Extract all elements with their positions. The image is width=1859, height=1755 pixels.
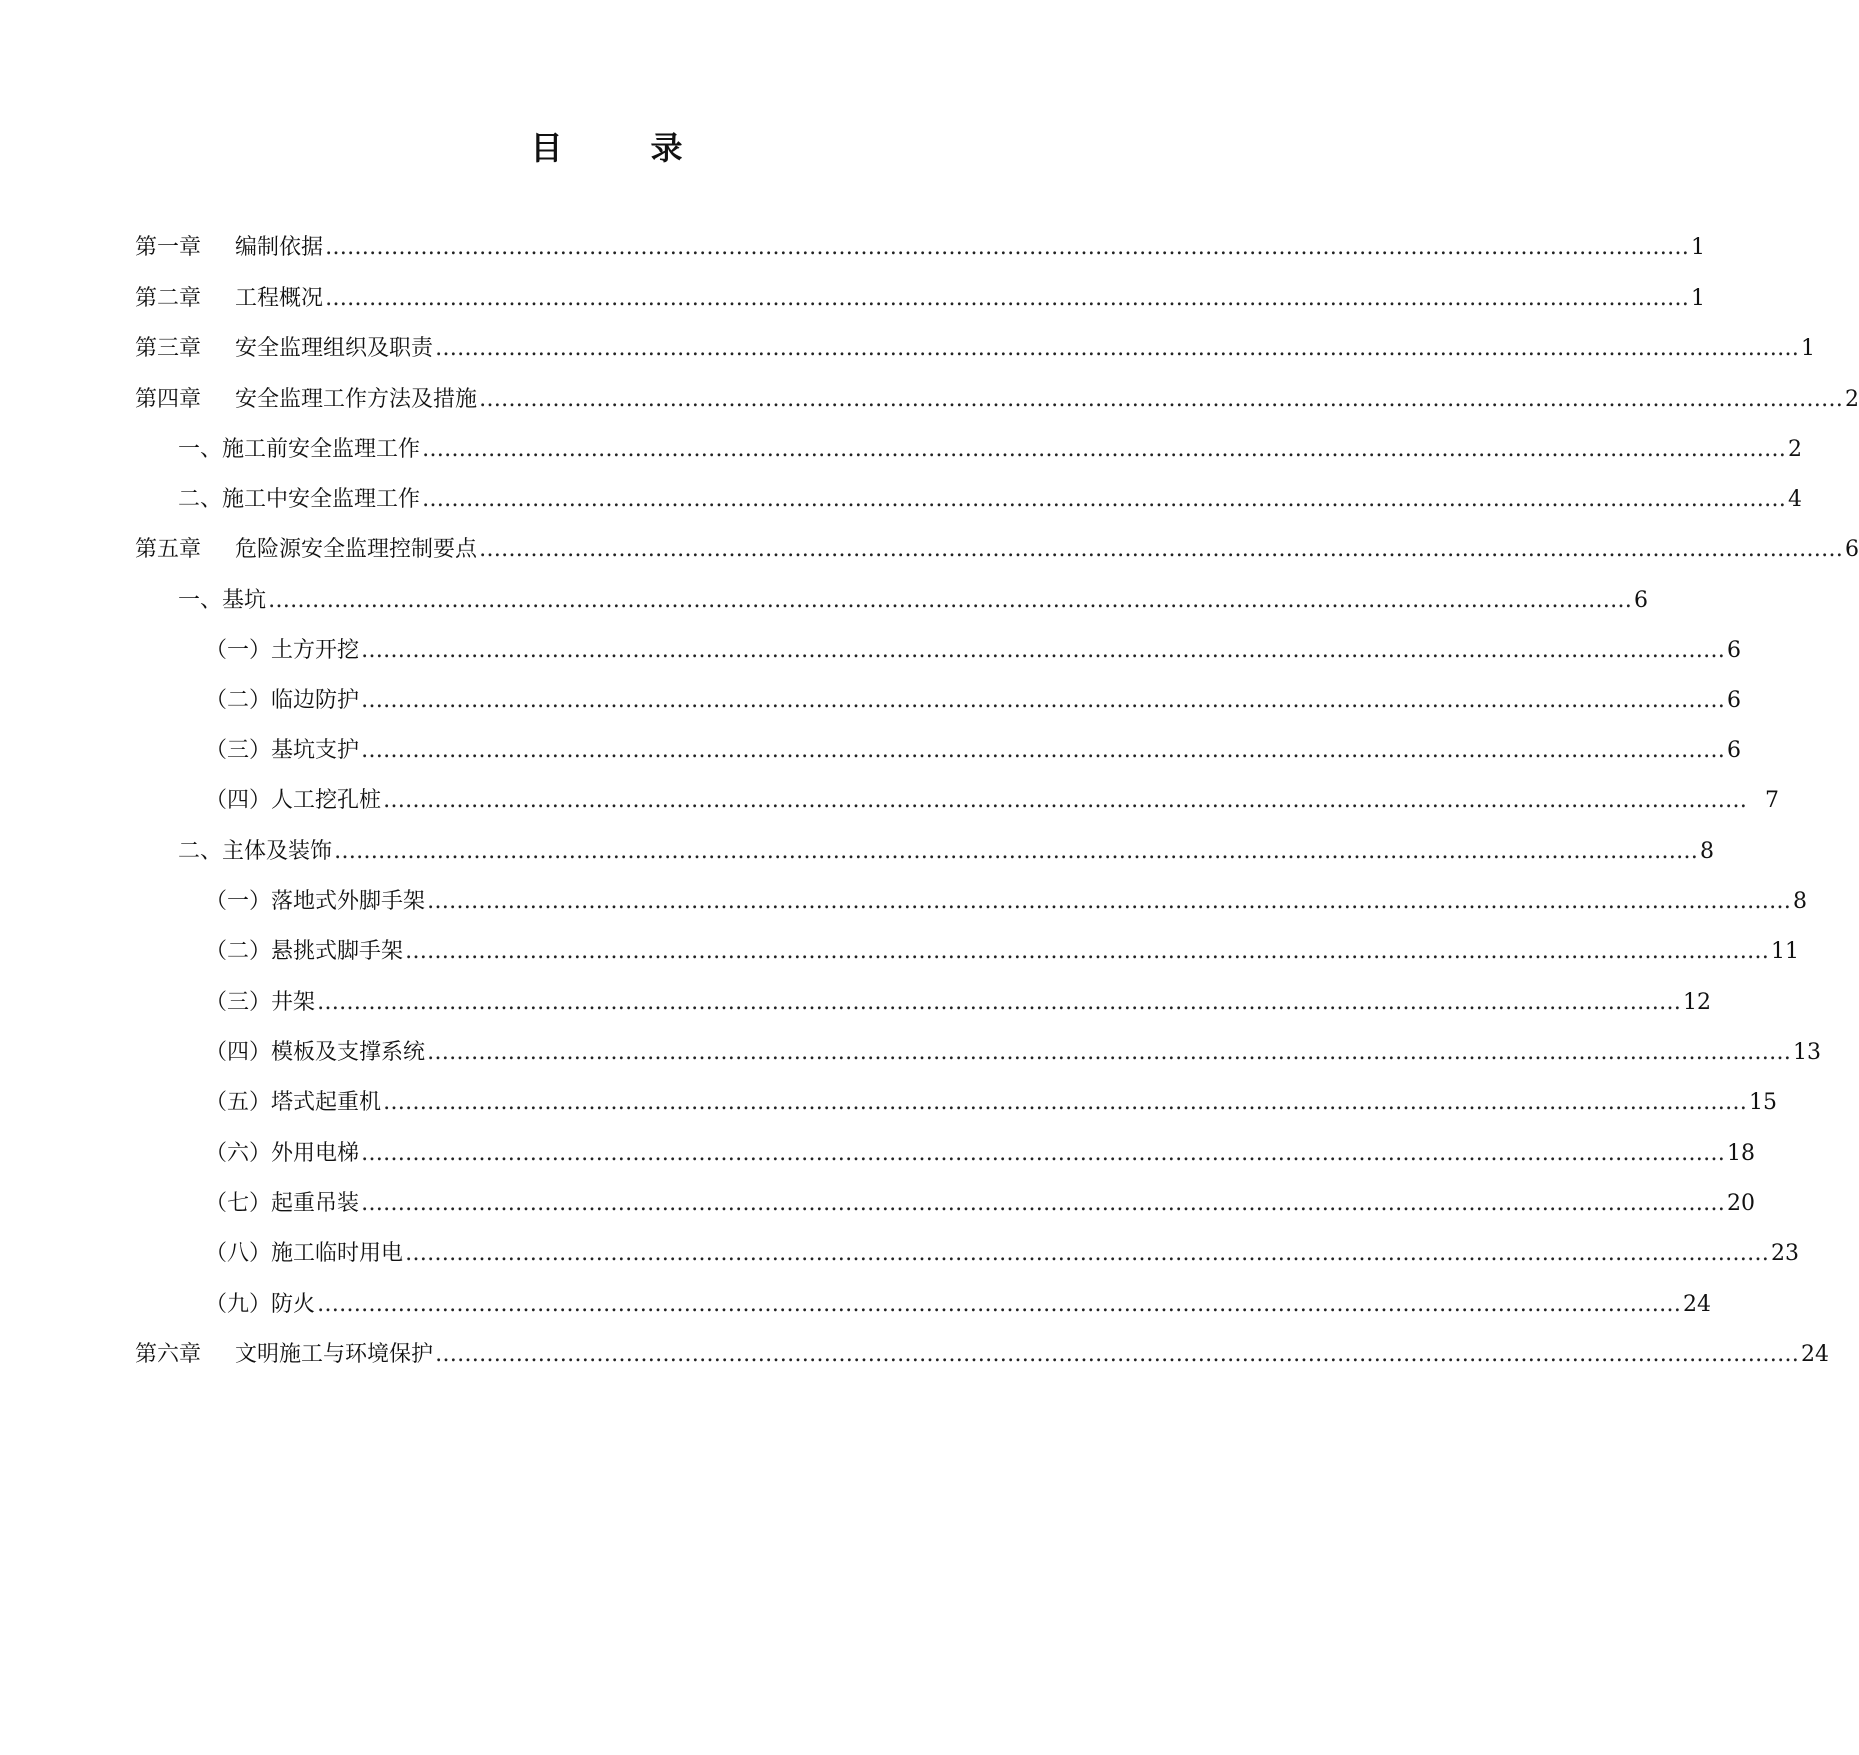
subsection-title: （七）起重吊装 (205, 1191, 360, 1216)
chapter-title: 文明施工与环境保护 (235, 1342, 434, 1367)
toc-entry[interactable] (205, 884, 1808, 920)
dot-leader: …………………………………………………………………………………………………………………………………………………………………… (317, 1292, 1682, 1317)
toc-entry[interactable] (135, 230, 1706, 266)
page-number: 7 (1765, 788, 1780, 813)
toc-entry[interactable] (135, 281, 1706, 317)
toc-entry[interactable] (205, 985, 1712, 1021)
page-number: 2 (1788, 437, 1803, 462)
dot-leader: …………………………………………………………………………………………………………………………………………………………………… (405, 939, 1770, 964)
section-title: 二、主体及装饰 (178, 839, 333, 864)
toc-entry[interactable] (178, 834, 1715, 870)
dot-leader: …………………………………………………………………………………………………………………………………………………………………… (422, 487, 1787, 512)
page-number: 12 (1683, 990, 1712, 1015)
toc-entry-label (135, 1337, 433, 1373)
chapter-title: 工程概况 (235, 286, 324, 311)
page-number: 13 (1793, 1040, 1822, 1065)
chapter-title: 危险源安全监理控制要点 (235, 537, 478, 562)
dot-leader: …………………………………………………………………………………………………………………………………………………………………… (479, 537, 1844, 562)
subsection-title: （四）人工挖孔桩 (205, 788, 382, 813)
page-number: 6 (1845, 537, 1859, 562)
page-number: 15 (1749, 1090, 1778, 1115)
section-title: 一、施工前安全监理工作 (178, 437, 421, 462)
chapter-title: 编制依据 (235, 235, 324, 260)
toc-entry-label (135, 230, 323, 266)
dot-leader: …………………………………………………………………………………………………………………………………………………………………… (361, 1141, 1726, 1166)
toc-entry[interactable] (178, 432, 1803, 468)
toc-entry[interactable] (205, 633, 1742, 669)
toc-entry[interactable] (205, 1236, 1800, 1272)
section-title: 一、基坑 (178, 588, 267, 613)
toc-entry-label (135, 331, 433, 367)
page-number: 1 (1801, 336, 1816, 361)
chapter-number: 第六章 (135, 1342, 202, 1367)
chapter-number: 第二章 (135, 286, 202, 311)
toc-entry[interactable] (135, 382, 1859, 418)
page-number: 24 (1683, 1292, 1712, 1317)
subsection-title: （五）塔式起重机 (205, 1090, 382, 1115)
page-number: 1 (1691, 286, 1706, 311)
toc-entry-label (135, 532, 477, 568)
chapter-number: 第三章 (135, 336, 202, 361)
toc-entry[interactable] (135, 1337, 1830, 1373)
toc-entry[interactable] (205, 934, 1800, 970)
subsection-title: （四）模板及支撑系统 (205, 1040, 426, 1065)
page-number: 6 (1634, 588, 1649, 613)
dot-leader: …………………………………………………………………………………………………………………………………………………………………… (361, 738, 1726, 763)
chapter-number: 第一章 (135, 235, 202, 260)
dot-leader: …………………………………………………………………………………………………………………………………………………………………… (427, 1040, 1792, 1065)
dot-leader: …………………………………………………………………………………………………………………………………………………………………… (383, 1090, 1748, 1115)
toc-entry[interactable] (205, 733, 1742, 769)
dot-leader: …………………………………………………………………………………………………………………………………………………………………… (325, 286, 1690, 311)
page-title: 目 录 (530, 129, 711, 167)
dot-leader: …………………………………………………………………………………………………………………………………………………………………… (317, 990, 1682, 1015)
toc-entry-label (135, 382, 477, 418)
toc-entry[interactable] (205, 1085, 1778, 1121)
dot-leader: …………………………………………………………………………………………………………………………………………………………………… (383, 788, 1748, 813)
subsection-title: （三）基坑支护 (205, 738, 360, 763)
chapter-title: 安全监理组织及职责 (235, 336, 434, 361)
toc-entry[interactable] (135, 532, 1859, 568)
page-number: 11 (1771, 939, 1800, 964)
dot-leader: …………………………………………………………………………………………………………………………………………………………………… (422, 437, 1787, 462)
chapter-title: 安全监理工作方法及措施 (235, 387, 478, 412)
dot-leader: …………………………………………………………………………………………………………………………………………………………………… (361, 688, 1726, 713)
dot-leader: …………………………………………………………………………………………………………………………………………………………………… (334, 839, 1699, 864)
page-number: 8 (1793, 889, 1808, 914)
toc-entry[interactable] (178, 482, 1803, 518)
subsection-title: （一）落地式外脚手架 (205, 889, 426, 914)
dot-leader: …………………………………………………………………………………………………………………………………………………………………… (435, 336, 1800, 361)
page-number: 8 (1700, 839, 1715, 864)
toc-entry-label (135, 281, 323, 317)
toc-entry[interactable] (205, 1035, 1822, 1071)
page-number: 23 (1771, 1241, 1800, 1266)
dot-leader: …………………………………………………………………………………………………………………………………………………………………… (361, 638, 1726, 663)
dot-leader: …………………………………………………………………………………………………………………………………………………………………… (405, 1241, 1770, 1266)
page-number: 6 (1727, 688, 1742, 713)
chapter-number: 第四章 (135, 387, 202, 412)
page-number: 2 (1845, 387, 1859, 412)
page-number: 18 (1727, 1141, 1756, 1166)
section-title: 二、施工中安全监理工作 (178, 487, 421, 512)
subsection-title: （六）外用电梯 (205, 1141, 360, 1166)
page-number: 24 (1801, 1342, 1830, 1367)
page-number: 20 (1727, 1191, 1756, 1216)
subsection-title: （二）悬挑式脚手架 (205, 939, 404, 964)
page-number: 6 (1727, 738, 1742, 763)
dot-leader: …………………………………………………………………………………………………………………………………………………………………… (361, 1191, 1726, 1216)
dot-leader: …………………………………………………………………………………………………………………………………………………………………… (435, 1342, 1800, 1367)
chapter-number: 第五章 (135, 537, 202, 562)
toc-entry[interactable] (205, 783, 1780, 819)
toc-entry[interactable] (135, 331, 1816, 367)
toc-entry[interactable] (205, 1287, 1712, 1323)
page-number: 1 (1691, 235, 1706, 260)
toc-entry[interactable] (205, 683, 1742, 719)
dot-leader: …………………………………………………………………………………………………………………………………………………………………… (325, 235, 1690, 260)
dot-leader: …………………………………………………………………………………………………………………………………………………………………… (268, 588, 1633, 613)
dot-leader: …………………………………………………………………………………………………………………………………………………………………… (479, 387, 1844, 412)
page-number: 4 (1788, 487, 1803, 512)
toc-entry[interactable] (178, 583, 1649, 619)
page-number: 6 (1727, 638, 1742, 663)
subsection-title: （二）临边防护 (205, 688, 360, 713)
toc-entry[interactable] (205, 1136, 1756, 1172)
toc-entry[interactable] (205, 1186, 1756, 1222)
subsection-title: （九）防火 (205, 1292, 316, 1317)
subsection-title: （三）井架 (205, 990, 316, 1015)
dot-leader: …………………………………………………………………………………………………………………………………………………………………… (427, 889, 1792, 914)
subsection-title: （一）土方开挖 (205, 638, 360, 663)
subsection-title: （八）施工临时用电 (205, 1241, 404, 1266)
